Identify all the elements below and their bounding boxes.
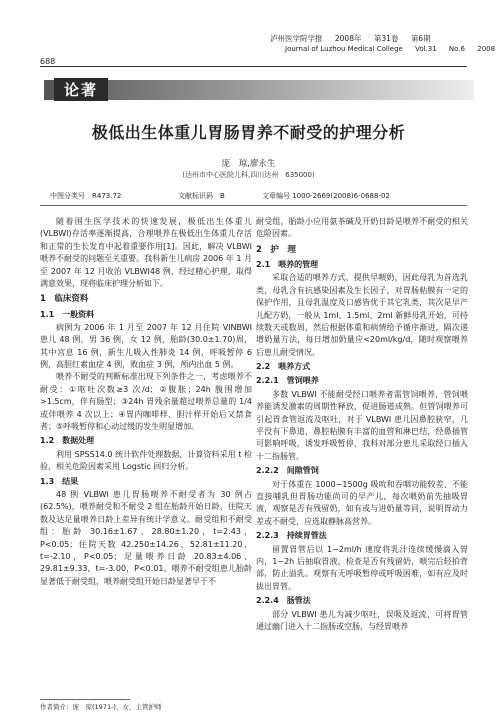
paragraph-1-3: 48 例 VLBWI 患儿胃肠喂养不耐受者为 30 例占 (62.5%)，喂养耐受和不耐受 2 组在胎龄开始日龄、住院天数及达足量喂养日龄上差异有统计学意义。耐受组和不耐受组：胎龄 30.16±1.67、28.80±1.20，t=2.43，P<0.05；住院天数 42.250±14.26、52.81±11.20，t=-2.10，P<0.05；足量喂养日龄 20.83±4.06、29.81±9.33，t=-3.00，P<0.01。喂养不耐受组患儿胎龄显著低于耐受组，喂养耐受组开始日龄显著早于不 [40, 489, 252, 586]
issue-cn: 第6期 [410, 34, 431, 43]
running-header-en [285, 45, 497, 53]
subsection-heading-1-3: 1.3 结果 [40, 476, 79, 486]
article-authors: 庞 琼,廖永生 [221, 159, 276, 169]
volume-cn: 第31卷 [373, 34, 399, 43]
section-banner [44, 80, 474, 100]
section-heading-1: 1 临床资料 [40, 294, 89, 305]
document-code: 文献标识码 B [178, 192, 225, 200]
header-rule [40, 66, 467, 67]
paragraph-1-1: 病例为 2006 年 1 月至 2007 年 12 月住院 VINBWI 患儿 48 例，男 36 例，女 12 例，胎龄(30.0±1.70)周，其中宫息 16 例，新生儿吸入性肺炎 14 例，呼吸暂停 6 例，高胆红素血症 4 例，败血症 3 例，颅内出血 5 例。 [40, 322, 252, 370]
subsection-heading-1-1: 1.1 一般资料 [40, 309, 95, 319]
article-id: 文章编号 1000-2669(2008)6-0688-02 [262, 192, 390, 200]
subsection-heading-1-2: 1.2 数据处理 [40, 436, 95, 446]
journal-name-cn: 泸州医学院学报 [270, 34, 323, 43]
author-footnote: 作者简介：庞 琼(1971-)，女，主管护师 [40, 703, 162, 711]
article-affiliation: (达州市中心医院儿科,四川达州 635000) [182, 171, 315, 179]
right-column [256, 216, 468, 633]
paragraph-2-1: 采取合适的喂养方式，提供早喂奶，因此母乳为首选乳类，母乳含有抗感染因素及生长因子，对胃肠粘膜有一定的保护作用，且母乳温度及口感皆优于其它乳类，其次是早产儿配方奶，一般从 1ml、1.5ml、2ml 新鲜母乳开始，可持续数天或数周，然后根据体重和病情给予循序渐进，隔次递增奶量方法，每日增加奶量应<20ml/kg/d，随时观察喂养后患儿耐受情况。 [256, 273, 468, 357]
section-heading-2: 2 护 理 [256, 244, 296, 255]
left-column [40, 216, 252, 588]
subsection-heading-2-2-2: 2.2.2 间隙管饲 [256, 466, 319, 476]
issue-en: No.6 [448, 45, 465, 53]
paragraph-2-2-3: 留置胃管后以 1~2ml/h 速度将乳汁连续缓慢滴入胃内，1~2h 后抽取胃液，检查是否有残留奶，喂完后轻拍背部，防止溢乳。观察有无呼吸暂停或呼吸困难，如有应及时拔出胃管。 [256, 544, 468, 591]
article-title: 极低出生体重儿胃肠胃养不耐受的护理分析 [91, 123, 406, 142]
page-number: 688 [40, 57, 56, 66]
intro-paragraph: 随着围生医学技术的快速发展，极低出生体重儿(VLBWI)存活率逐渐提高，合理喂养在极低出生体重儿存活和正常的生长发育中起着重要作用[1]。因此，解决 VLBWI 喂养不耐受的问题至关重要。我科新生儿病房 2006 年 1 月至 2007 年 12 月收治 VLBWI48 例，经过精心护理，取得满意效果，现将临床护理分析如下。 [40, 217, 252, 288]
paragraph-1-2: 利用 SPSS14.0 统计软件处理数据，计算资料采用 t 检验，相关危险因素采用 Logstic 回归分析。 [40, 449, 252, 472]
volume-en: Vol.31 [415, 45, 437, 53]
paragraph-2-2-4: 部分 VLBWI 患儿为减少呕吐，误吸及返流，可将胃管通过幽门进入十二指肠或空肠，与经胃喂养 [256, 609, 468, 631]
banner-gradient [44, 80, 474, 100]
paragraph-2-2-2: 对于体重在 1000~1500g 吸吮和吞咽功能较差、不能直接哺乳但胃肠功能尚可的早产儿，每次喂奶前先抽吸胃液，观察是否有残留奶，如有或与进奶量等同，说明胃动力差或不耐受，应选取静脉高营养。 [256, 479, 468, 526]
year-en: 2008 [477, 45, 496, 53]
footnote-rule [40, 699, 130, 700]
subsection-heading-2-1: 2.1 喂养的管理 [256, 259, 319, 269]
year-cn: 2008年 [334, 34, 362, 43]
paragraph-2-2-1: 多数 VLBWI 不能耐受经口喂养者需管饲喂养，管饲喂养能诱发激素的周期性释放，促进肠道成熟。但管饲喂养可引起胃食管返流及呕吐，对于 VLBWI 患儿因鼻腔狭窄，几乎没有下鼻道，鼻腔粘膜有丰富的血管和淋巴结，经鼻插管可影响呼吸，诱发呼吸暂停，我科对部分患儿采取经口插入十二指肠管。 [256, 389, 468, 461]
subsection-heading-2-2-3: 2.2.3 持续胃管法 [256, 531, 327, 541]
section-tag: 论著 [54, 78, 108, 101]
paragraph-continued: 耐受组，胎龄小应用氨茶碱及开奶日龄是喂养不耐受的相关危险因素。 [256, 217, 468, 239]
journal-name-en: Journal of Luzhou Medical College [285, 45, 403, 53]
running-header-cn [270, 33, 441, 44]
meta-rule [40, 205, 467, 206]
subsection-heading-2-2: 2.2 喂养方式 [256, 362, 311, 372]
paragraph-1-1b: 喂养不耐受的判断标准出现下列条件之一，考虑喂养不耐受：①呕吐次数≥3 次/d；②腹胀；24h 腹围增加>1.5cm，伴有肠型；③24h 胃残余量超过喂养总量的 1/4 或伴喂养 4 次以上；④胃内咖啡样、胆汁样开始后又禁食者；⑤呼吸暂停和心动过缓的发生明显增加。 [40, 372, 252, 432]
subsection-heading-2-2-1: 2.2.1 管饲喂养 [256, 376, 319, 386]
clc-number: 中图分类号 R473.72 [50, 192, 122, 200]
subsection-heading-2-2-4: 2.2.4 肠管法 [256, 596, 311, 606]
